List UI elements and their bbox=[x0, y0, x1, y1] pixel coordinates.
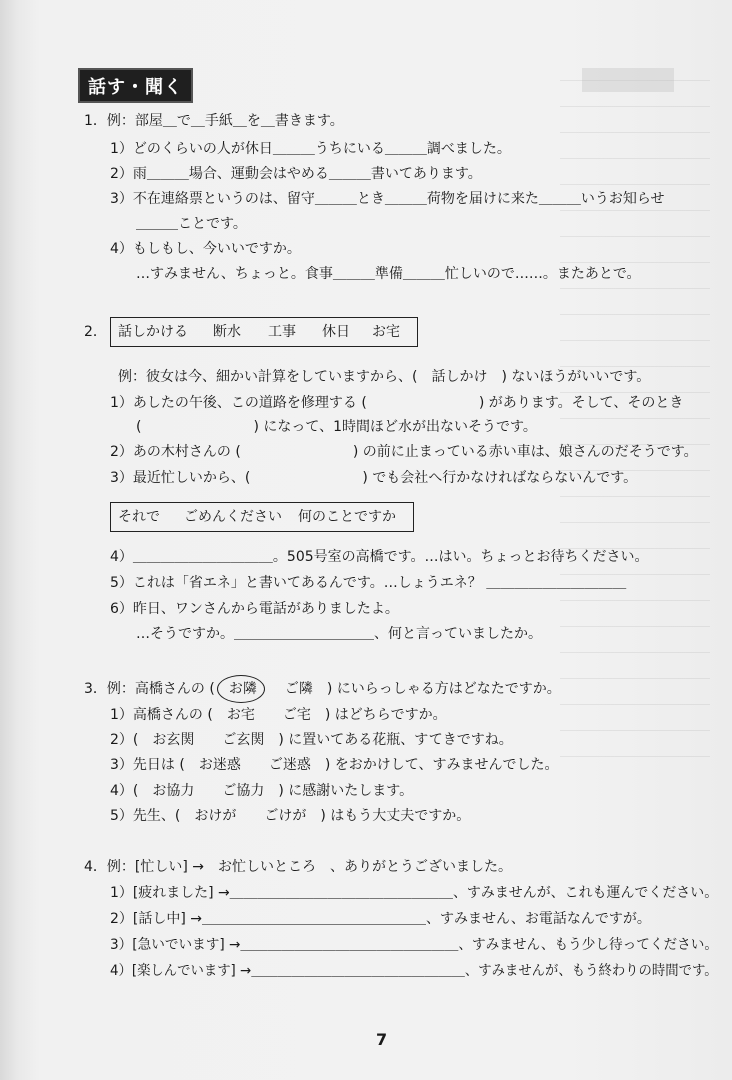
q2-item-1a: 1）あしたの午後、この道路を修理する ( ) があります。そして、そのとき bbox=[110, 395, 684, 411]
q4-item-3: 3）[急いでいます] →＿＿＿＿＿＿＿＿＿＿＿＿＿＿＿＿、すみません、もう少し待ってください。 bbox=[110, 937, 718, 953]
q2-word2-2: ごめんください bbox=[184, 509, 282, 525]
q2-item-1b: ( ) になって、1時間ほど水が出ないそうです。 bbox=[136, 419, 537, 435]
section-title: 話す・聞く bbox=[78, 68, 193, 103]
q1-item-3b: ＿＿＿ことです。 bbox=[136, 216, 247, 232]
q4-item-4: 4）[楽しんでいます] →＿＿＿＿＿＿＿＿＿＿＿＿＿＿＿＿、すみませんが、もう終わりの時間です。 bbox=[110, 963, 718, 979]
q4-example: 4．例：[忙しい] → お忙しいところ 、ありがとうございました。 bbox=[84, 859, 513, 875]
q2-item-6a: 6）昨日、ワンさんから電話がありましたよ。 bbox=[110, 601, 399, 617]
q3-item-1: 1）高橋さんの ( お宅 ご宅 ) はどちらですか。 bbox=[110, 707, 447, 723]
q1-item-3a: 3）不在連絡票というのは、留守＿＿＿とき＿＿＿荷物を届けに来た＿＿＿いうお知らせ bbox=[110, 191, 665, 207]
q4-item-1: 1）[疲れました] →＿＿＿＿＿＿＿＿＿＿＿＿＿＿＿＿、すみませんが、これも運んでください。 bbox=[110, 885, 719, 901]
q4-item-2: 2）[話し中] →＿＿＿＿＿＿＿＿＿＿＿＿＿＿＿＿、すみません、お電話なんですが。 bbox=[110, 911, 651, 927]
q3-item-3: 3）先日は ( お迷惑 ご迷惑 ) をおかけして、すみませんでした。 bbox=[110, 757, 559, 773]
q1-item-2: 2）雨＿＿＿場合、運動会はやめる＿＿＿書いてあります。 bbox=[110, 166, 482, 182]
page-number: 7 bbox=[376, 1030, 388, 1049]
q1-item-1: 1）どのくらいの人が休日＿＿＿うちにいる＿＿＿調べました。 bbox=[110, 141, 511, 157]
q3-example: 3．例：高橋さんの ( お隣 ご隣 ) にいらっしゃる方はどなたですか。 bbox=[84, 681, 561, 697]
q2-word-5: お宅 bbox=[372, 324, 400, 340]
q2-item-2: 2）あの木村さんの ( ) の前に止まっている赤い車は、娘さんのだそうです。 bbox=[110, 444, 698, 460]
q2-word2-1: それで bbox=[118, 509, 160, 525]
q2-word-1: 話しかける bbox=[118, 324, 188, 340]
q2-example: 例：彼女は今、細かい計算をしていますから、( 話しかけ ) ないほうがいいです。 bbox=[118, 369, 651, 385]
q2-item-3: 3）最近忙しいから、( ) でも会社へ行かなければならないんです。 bbox=[110, 470, 638, 486]
q1-item-4b: …すみません、ちょっと。食事＿＿＿準備＿＿＿忙しいので……。またあとで。 bbox=[136, 266, 641, 282]
q2-word2-3: 何のことですか bbox=[298, 509, 396, 525]
q3-item-4: 4）( お協力 ご協力 ) に感謝いたします。 bbox=[110, 783, 414, 799]
q2-number: 2． bbox=[84, 324, 107, 340]
q2-word-3: 工事 bbox=[268, 324, 296, 340]
q2-item-5: 5）これは「省エネ」と書いてあるんです。…しょうエネ？ ＿＿＿＿＿＿＿＿＿＿ bbox=[110, 575, 627, 591]
q3-item-5: 5）先生、( おけが ごけが ) はもう大丈夫ですか。 bbox=[110, 808, 471, 824]
q2-word-4: 休日 bbox=[322, 324, 350, 340]
q2-item-6b: …そうですか。＿＿＿＿＿＿＿＿＿＿、何と言っていましたか。 bbox=[136, 626, 542, 642]
q2-word-2: 断水 bbox=[213, 324, 241, 340]
q1-item-4a: 4）もしもし、今いいですか。 bbox=[110, 241, 301, 257]
q2-item-4: 4）＿＿＿＿＿＿＿＿＿＿。505号室の高橋です。…はい。ちょっとお待ちください。 bbox=[110, 549, 649, 565]
bleed-through-tab bbox=[582, 68, 674, 92]
q1-example: 1．例：部屋＿で＿手紙＿を＿書きます。 bbox=[84, 113, 344, 129]
q3-item-2: 2）( お玄関 ご玄関 ) に置いてある花瓶、すてきですね。 bbox=[110, 732, 513, 748]
